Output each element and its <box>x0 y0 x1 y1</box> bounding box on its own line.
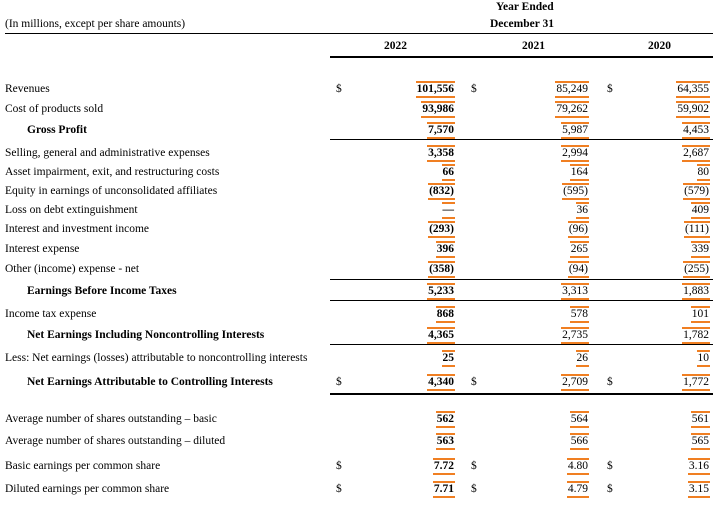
highlight-mark <box>570 433 589 435</box>
value-cell-2022: 7,570 <box>427 123 455 137</box>
row-label: Cost of products sold <box>5 103 104 115</box>
highlight-mark <box>442 179 456 181</box>
value-cell-2021: 85,249 <box>555 82 589 96</box>
currency-symbol: $ <box>336 483 342 495</box>
value-cell-2020: 339 <box>691 242 710 256</box>
highlight-mark <box>561 389 589 391</box>
period-heading-line1: Year Ended <box>496 1 554 13</box>
section-rule <box>330 344 713 345</box>
value-cell-2020: 10 <box>697 351 711 365</box>
highlight-mark <box>436 433 455 435</box>
row-label: Interest expense <box>5 243 80 255</box>
highlight-mark <box>676 81 710 83</box>
currency-symbol: $ <box>471 460 477 472</box>
value-cell-2021: 578 <box>570 307 589 321</box>
row-label: Diluted earnings per common share <box>5 483 170 495</box>
highlight-mark <box>691 202 710 204</box>
value-cell-2022: 4,340 <box>427 375 455 389</box>
highlight-mark <box>697 365 711 367</box>
row-label: Earnings Before Income Taxes <box>27 285 177 297</box>
value-cell-2020: 64,355 <box>676 82 710 96</box>
value-cell-2020: 565 <box>691 434 710 448</box>
highlight-mark <box>436 306 455 308</box>
value-cell-2022: 4,365 <box>427 328 455 342</box>
year-header-2022: 2022 <box>384 40 407 52</box>
value-cell-2021: 566 <box>570 434 589 448</box>
row-label: Income tax expense <box>5 308 97 320</box>
value-cell-2022: 66 <box>442 165 456 179</box>
highlight-mark <box>561 327 589 329</box>
value-cell-2021: 2,709 <box>561 375 589 389</box>
highlight-mark <box>421 101 455 103</box>
value-cell-2022: 3,358 <box>427 146 455 160</box>
year-header-2021: 2021 <box>522 40 545 52</box>
highlight-mark <box>427 283 455 285</box>
value-cell-2021: 26 <box>576 351 590 365</box>
value-cell-2022: 25 <box>442 351 456 365</box>
highlight-mark <box>561 145 589 147</box>
highlight-mark <box>576 217 590 219</box>
highlight-mark <box>676 116 710 118</box>
value-cell-2021: 5,987 <box>561 123 589 137</box>
value-cell-2022: 5,233 <box>427 284 455 298</box>
value-cell-2022: (832) <box>428 184 455 198</box>
row-label: Equity in earnings of unconsolidated affiliates <box>5 185 218 197</box>
highlight-mark <box>688 458 710 460</box>
highlight-mark <box>676 101 710 103</box>
highlight-mark <box>682 389 710 391</box>
value-cell-2021: (96) <box>568 222 589 236</box>
value-cell-2020: (111) <box>684 222 710 236</box>
row-label: Basic earnings per common share <box>5 460 161 472</box>
highlight-mark <box>568 276 589 278</box>
highlight-mark <box>428 276 455 278</box>
value-cell-2020: (579) <box>683 184 710 198</box>
highlight-mark <box>576 202 590 204</box>
highlight-mark <box>691 448 710 450</box>
value-cell-2022: 101,556 <box>416 82 455 96</box>
highlight-mark <box>436 426 455 428</box>
row-label: Less: Net earnings (losses) attributable to noncontrolling interests <box>5 352 308 364</box>
highlight-mark <box>442 350 456 352</box>
highlight-mark <box>691 433 710 435</box>
highlight-mark <box>688 481 710 483</box>
highlight-mark <box>421 116 455 118</box>
section-rule <box>330 139 713 140</box>
highlight-mark <box>697 350 711 352</box>
row-label: Other (income) expense - net <box>5 263 140 275</box>
highlight-mark <box>682 327 710 329</box>
currency-symbol: $ <box>607 376 613 388</box>
highlight-mark <box>567 496 589 498</box>
value-cell-2022: 563 <box>436 434 455 448</box>
value-cell-2021: 4.80 <box>567 459 589 473</box>
highlight-mark <box>688 473 710 475</box>
currency-symbol: $ <box>471 376 477 388</box>
value-cell-2022: 93,986 <box>421 102 455 116</box>
value-cell-2021: 265 <box>570 242 589 256</box>
highlight-mark <box>568 261 589 263</box>
value-cell-2020: 59,902 <box>676 102 710 116</box>
highlight-mark <box>682 145 710 147</box>
highlight-mark <box>433 496 455 498</box>
value-cell-2021: 2,735 <box>561 328 589 342</box>
value-cell-2021: 564 <box>570 412 589 426</box>
highlight-mark <box>682 122 710 124</box>
highlight-mark <box>684 221 710 223</box>
highlight-mark <box>683 261 710 263</box>
highlight-mark <box>433 473 455 475</box>
header-rule-top <box>5 33 713 34</box>
highlight-mark <box>428 236 455 238</box>
row-label: Selling, general and administrative expenses <box>5 147 210 159</box>
highlight-mark <box>570 321 589 323</box>
value-cell-2022: 7.72 <box>433 459 455 473</box>
value-cell-2020: 409 <box>691 203 710 217</box>
highlight-mark <box>570 164 589 166</box>
highlight-mark <box>676 96 710 98</box>
period-heading-line2: December 31 <box>490 18 554 30</box>
value-cell-2021: 164 <box>570 165 589 179</box>
currency-symbol: $ <box>607 83 613 95</box>
row-label: Net Earnings Including Noncontrolling Interests <box>27 329 265 341</box>
highlight-mark <box>427 389 455 391</box>
highlight-mark <box>428 198 455 200</box>
highlight-mark <box>433 481 455 483</box>
value-cell-2020: 1,772 <box>682 375 710 389</box>
highlight-mark <box>436 448 455 450</box>
value-cell-2020: 2,687 <box>682 146 710 160</box>
currency-symbol: $ <box>607 483 613 495</box>
highlight-mark <box>691 426 710 428</box>
highlight-mark <box>567 458 589 460</box>
currency-symbol: $ <box>336 376 342 388</box>
highlight-mark <box>561 122 589 124</box>
highlight-mark <box>436 241 455 243</box>
highlight-mark <box>427 327 455 329</box>
highlight-mark <box>570 256 589 258</box>
highlight-mark <box>567 473 589 475</box>
highlight-mark <box>576 350 590 352</box>
highlight-mark <box>433 458 455 460</box>
section-rule <box>330 393 713 395</box>
row-label: Interest and investment income <box>5 223 150 235</box>
highlight-mark <box>442 365 456 367</box>
highlight-mark <box>561 160 589 162</box>
section-rule <box>330 279 713 280</box>
value-cell-2020: (255) <box>683 262 710 276</box>
value-cell-2021: 2,994 <box>561 146 589 160</box>
value-cell-2021: 36 <box>576 203 590 217</box>
header-rule-bottom <box>330 56 713 58</box>
highlight-mark <box>416 81 455 83</box>
value-cell-2021: (595) <box>562 184 589 198</box>
highlight-mark <box>427 160 455 162</box>
highlight-mark <box>428 261 455 263</box>
highlight-mark <box>568 236 589 238</box>
highlight-mark <box>683 198 710 200</box>
value-cell-2020: 80 <box>697 165 711 179</box>
value-cell-2020: 101 <box>691 307 710 321</box>
highlight-mark <box>436 411 455 413</box>
highlight-mark <box>570 411 589 413</box>
row-label: Asset impairment, exit, and restructuring costs <box>5 166 220 178</box>
highlight-mark <box>555 101 589 103</box>
value-cell-2020: 1,883 <box>682 284 710 298</box>
highlight-mark <box>691 306 710 308</box>
highlight-mark <box>561 283 589 285</box>
highlight-mark <box>683 276 710 278</box>
value-cell-2022: 562 <box>436 412 455 426</box>
highlight-mark <box>697 179 711 181</box>
currency-symbol: $ <box>471 483 477 495</box>
currency-symbol: $ <box>336 83 342 95</box>
highlight-mark <box>442 164 456 166</box>
highlight-mark <box>416 96 455 98</box>
highlight-mark <box>562 198 589 200</box>
highlight-mark <box>576 365 590 367</box>
value-cell-2021: 79,262 <box>555 102 589 116</box>
highlight-mark <box>555 96 589 98</box>
value-cell-2022: 868 <box>436 307 455 321</box>
highlight-mark <box>682 283 710 285</box>
highlight-mark <box>428 183 455 185</box>
highlight-mark <box>682 374 710 376</box>
highlight-mark <box>555 81 589 83</box>
currency-symbol: $ <box>336 460 342 472</box>
highlight-mark <box>570 448 589 450</box>
highlight-mark <box>691 411 710 413</box>
highlight-mark <box>427 374 455 376</box>
value-cell-2021: 4.79 <box>567 482 589 496</box>
highlight-mark <box>684 236 710 238</box>
highlight-mark <box>570 426 589 428</box>
value-cell-2022: (293) <box>428 222 455 236</box>
highlight-mark <box>691 256 710 258</box>
highlight-mark <box>570 241 589 243</box>
units-note: (In millions, except per share amounts) <box>5 18 186 30</box>
highlight-mark <box>691 217 710 219</box>
highlight-mark <box>427 145 455 147</box>
value-cell-2020: 4,453 <box>682 123 710 137</box>
highlight-mark <box>562 183 589 185</box>
highlight-mark <box>691 241 710 243</box>
value-cell-2021: 3,313 <box>561 284 589 298</box>
value-cell-2022: — <box>442 203 456 217</box>
row-label: Net Earnings Attributable to Controlling Interests <box>27 376 273 388</box>
highlight-mark <box>682 160 710 162</box>
year-header-2020: 2020 <box>648 40 671 52</box>
value-cell-2020: 3.15 <box>688 482 710 496</box>
value-cell-2022: 396 <box>436 242 455 256</box>
highlight-mark <box>570 306 589 308</box>
highlight-mark <box>555 116 589 118</box>
value-cell-2022: (358) <box>428 262 455 276</box>
currency-symbol: $ <box>607 460 613 472</box>
highlight-mark <box>683 183 710 185</box>
highlight-mark <box>561 374 589 376</box>
value-cell-2020: 1,782 <box>682 328 710 342</box>
highlight-mark <box>428 221 455 223</box>
highlight-mark <box>442 217 456 219</box>
row-label: Revenues <box>5 83 50 95</box>
currency-symbol: $ <box>471 83 477 95</box>
highlight-mark <box>436 321 455 323</box>
row-label: Loss on debt extinguishment <box>5 204 138 216</box>
highlight-mark <box>568 221 589 223</box>
value-cell-2022: 7.71 <box>433 482 455 496</box>
highlight-mark <box>427 122 455 124</box>
row-label: Average number of shares outstanding – basic <box>5 413 217 425</box>
highlight-mark <box>697 164 711 166</box>
value-cell-2020: 3.16 <box>688 459 710 473</box>
highlight-mark <box>688 496 710 498</box>
highlight-mark <box>570 179 589 181</box>
section-rule <box>330 300 713 301</box>
value-cell-2020: 561 <box>691 412 710 426</box>
highlight-mark <box>691 321 710 323</box>
row-label: Average number of shares outstanding – diluted <box>5 435 226 447</box>
row-label: Gross Profit <box>27 124 87 136</box>
highlight-mark <box>436 256 455 258</box>
highlight-mark <box>567 481 589 483</box>
value-cell-2021: (94) <box>568 262 589 276</box>
highlight-mark <box>442 202 456 204</box>
